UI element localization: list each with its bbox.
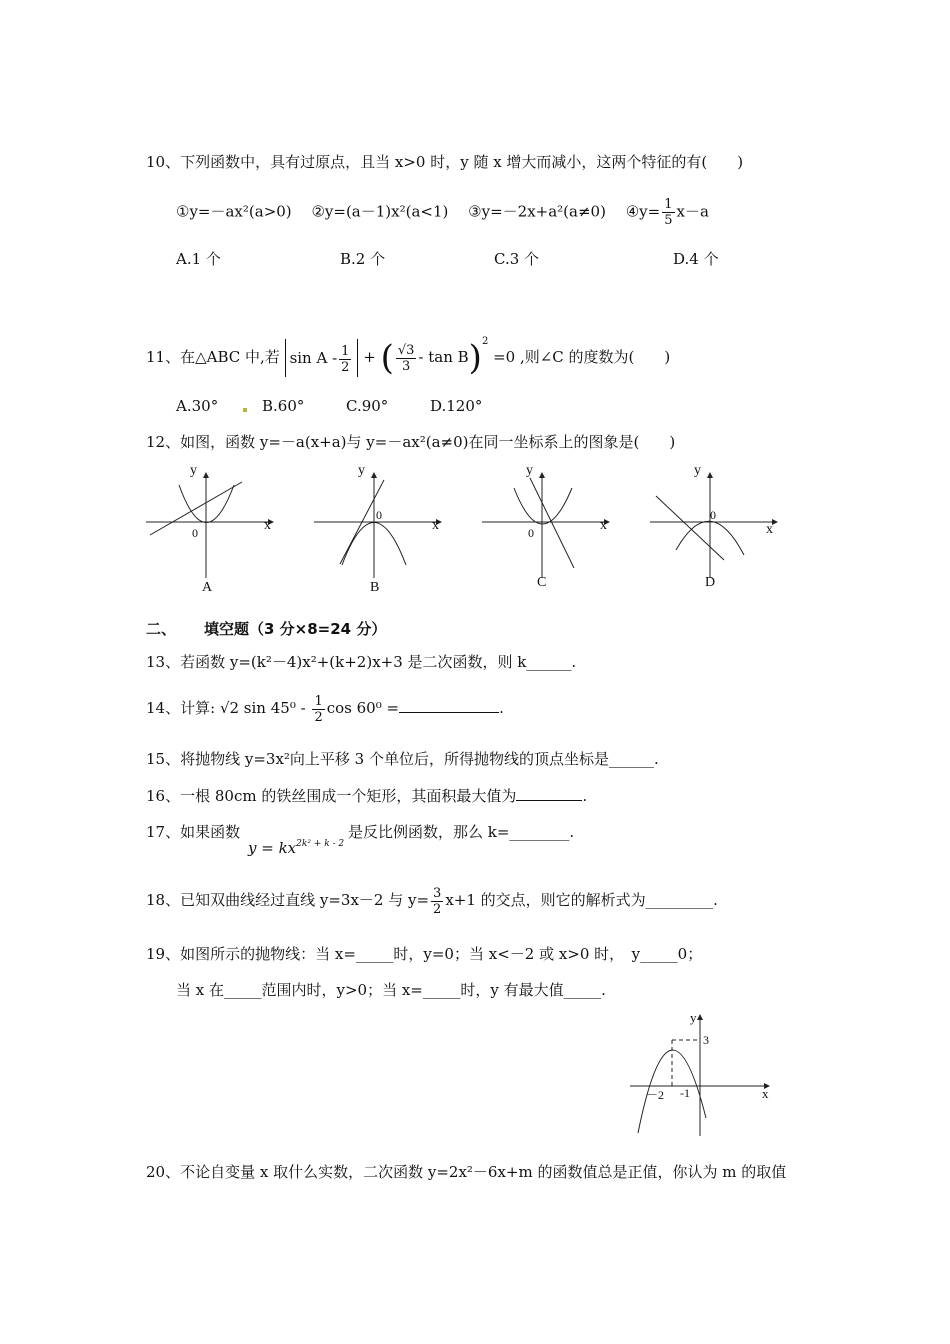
q14-expr-b: cos 60⁰ = [326, 699, 400, 717]
q19-graph [628, 1008, 776, 1142]
graph-c-x-label: x [600, 518, 607, 533]
q19-line1: 19、如图所示的抛物线：当 x=_____时，y=0；当 x<－2 或 x>0 时， y_____0； [146, 945, 703, 963]
q11-option-d[interactable]: D.120° [430, 397, 483, 415]
q19-graph-neg1: -1 [680, 1086, 690, 1100]
q17-exponent: 2k² + k - 2 [296, 839, 345, 849]
q18-pre: 18、已知双曲线经过直线 y=3x－2 与 y= [146, 891, 430, 909]
q10-option-a[interactable]: A.1 个 [176, 250, 221, 268]
q11-option-a[interactable]: A.30° [176, 397, 219, 415]
q11-par-post: - tan B [418, 348, 469, 366]
graph-c-y-label: y [526, 463, 533, 478]
q10-stem: 10、下列函数中，具有过原点，且当 x>0 时，y 随 x 增大而减小，这两个特征的有( ) [146, 153, 744, 171]
q18-post: x+1 的交点，则它的解析式为_________. [445, 891, 718, 909]
q14-expr-a: √2 sin 45⁰ - [219, 699, 306, 717]
q14-num: 1 [314, 693, 323, 709]
q16-post: . [582, 787, 588, 805]
q18 [146, 880, 718, 920]
q14-pre: 14、计算: [146, 699, 216, 717]
q19-graph-y: y [690, 1010, 697, 1025]
q11-par-num: √3 [397, 342, 415, 358]
q10-functions [176, 197, 709, 228]
section-title: 填空题（3 分×8=24 分） [204, 620, 387, 638]
q11-abs-den: 2 [341, 359, 350, 375]
q19-graph-neg2: －2 [646, 1088, 665, 1102]
q12-graph-b[interactable] [312, 460, 442, 600]
q11-par-den: 3 [401, 358, 411, 374]
graph-a-origin: 0 [192, 526, 198, 540]
graph-b-label: B [370, 580, 380, 595]
q19-line2: 当 x 在_____范围内时，y>0；当 x=_____时，y 有最大值_____. [176, 981, 606, 999]
q10-fn2: ②y=(a－1)x²(a<1) [311, 202, 449, 221]
q10-option-b[interactable]: B.2 个 [340, 250, 386, 268]
q11-exp: 2 [481, 336, 489, 347]
q17 [146, 822, 240, 842]
q10-fn4-num: 1 [664, 197, 673, 212]
q17-post: 是反比例函数，那么 k=________. [348, 823, 575, 841]
graph-d-origin: 0 [710, 508, 716, 522]
q17-formula [248, 834, 344, 858]
q10-fn1: ①y=－ax²(a>0) [176, 202, 292, 221]
q14 [146, 690, 504, 726]
q10-fn4-post: x－a [676, 202, 709, 221]
q13: 13、若函数 y=(k²－4)x²+(k+2)x+3 是二次函数，则 k______. [146, 653, 577, 671]
q14-post: . [499, 699, 504, 717]
q19-graph-3: 3 [703, 1033, 709, 1047]
q11-option-b[interactable]: B.60° [262, 397, 305, 415]
q10-fn4-pre: ④y= [625, 202, 661, 221]
section-number: 二、 [146, 620, 177, 638]
q16 [146, 786, 587, 806]
stray-dot [243, 408, 247, 412]
q18-den: 2 [433, 901, 442, 917]
q14-den: 2 [314, 709, 323, 725]
q18-num: 3 [433, 885, 442, 901]
q10-fn3: ③y=－2x+a²(a≠0) [468, 202, 606, 221]
graph-b-y-label: y [358, 463, 365, 478]
q14-answer-blank[interactable] [399, 698, 499, 713]
q11-abs-expression [285, 339, 359, 377]
graph-c-label: C [537, 575, 547, 590]
q11-abs-num: 1 [341, 343, 350, 359]
q11-pre: 11、在△ABC 中,若 [146, 348, 280, 366]
q11-option-c[interactable]: C.90° [346, 397, 389, 415]
graph-d-y-label: y [694, 463, 701, 478]
q12-stem: 12、如图，函数 y=－a(x+a)与 y=－ax²(a≠0)在同一坐标系上的图象是( ) [146, 433, 676, 451]
q11-stem: 11、在△ABC 中,若 sin A - $\frac{1}{2}$ + ( $\frac{√3}{3}$ - tan B)$^2$ =0 ,则∠C 的度数为( ) [146, 336, 671, 378]
q10-fn4-den: 5 [664, 213, 673, 228]
q10-option-c[interactable]: C.3 个 [494, 250, 540, 268]
q19-graph-x: x [762, 1086, 769, 1101]
graph-c-origin: 0 [528, 526, 534, 540]
graph-a-label: A [202, 580, 213, 595]
q11-plus: + [363, 348, 376, 366]
graph-d-label: D [705, 575, 716, 590]
q16-answer-blank[interactable] [516, 786, 582, 801]
graph-a-x-label: x [264, 518, 271, 533]
q11-post: =0 ,则∠C 的度数为( ) [493, 348, 671, 366]
q10-option-d[interactable]: D.4 个 [673, 250, 719, 268]
graph-b-x-label: x [432, 518, 439, 533]
q11-abs-pre: sin A - [289, 349, 338, 367]
graph-a-y-label: y [190, 463, 197, 478]
graph-b-origin: 0 [376, 508, 382, 522]
q17-pre: 17、如果函数 [146, 823, 241, 841]
q10-fn4-fraction [662, 197, 674, 228]
q17-formula-text: y = kx [248, 839, 297, 857]
q15: 15、将抛物线 y=3x²向上平移 3 个单位后，所得抛物线的顶点坐标是______. [146, 750, 659, 768]
graph-d-x-label: x [766, 522, 773, 537]
q16-text: 16、一根 80cm 的铁丝围成一个矩形，其面积最大值为 [146, 787, 517, 805]
q12-graph-a[interactable] [144, 460, 274, 600]
q20: 20、不论自变量 x 取什么实数，二次函数 y=2x²－6x+m 的函数值总是正值，你认为 m 的取值 [146, 1163, 787, 1181]
